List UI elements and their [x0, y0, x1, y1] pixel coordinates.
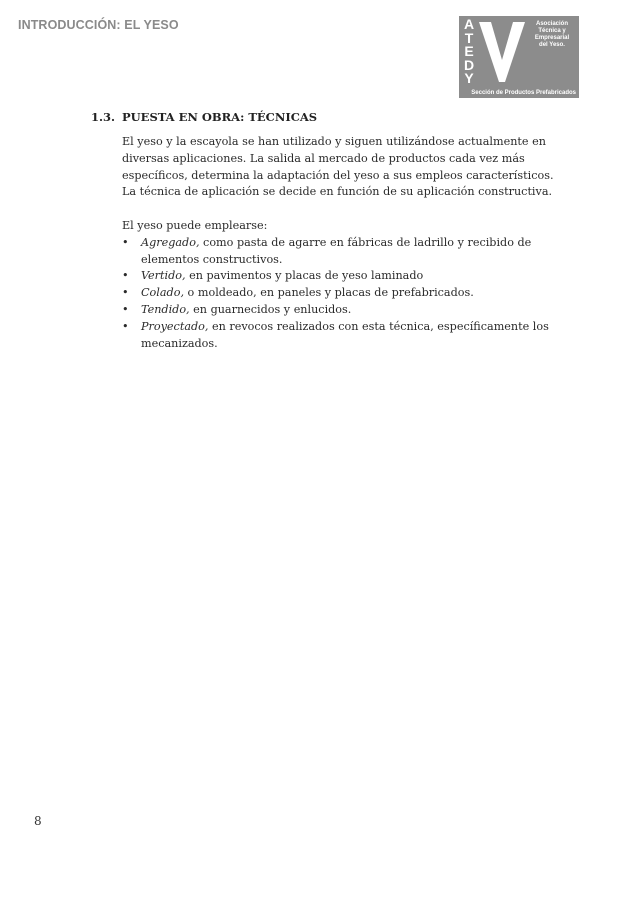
list-item-term: Agregado, [141, 235, 200, 249]
list-item-text: o moldeado, en paneles y placas de prefabricados. [184, 286, 474, 300]
list-item [122, 319, 592, 353]
list-item-text: como pasta de agarre en fábricas de ladrillo y recibido de elementos constructivos. [141, 235, 532, 266]
spacer [122, 201, 592, 218]
logo-letters [461, 18, 477, 86]
running-head: INTRODUCCIÓN: EL YESO [18, 18, 179, 32]
bullet: • [122, 235, 129, 249]
bullet: • [122, 319, 129, 333]
list-item [122, 302, 592, 319]
list-item [122, 235, 592, 269]
list-item-term: Colado, [141, 286, 184, 300]
section-title: PUESTA EN OBRA: TÉCNICAS [122, 110, 318, 124]
logo-org-line: del Yeso. [539, 42, 565, 48]
logo-letter: E [464, 43, 474, 59]
uses-list [122, 235, 592, 353]
bullet: • [122, 286, 129, 300]
intro-paragraph: El yeso y la escayola se han utilizado y siguen utilizándose actualmente en diversas aplicaciones. La salida al mercado de productos cada vez más específicos, determina la adaptación del yeso a sus empleos característicos. [122, 135, 554, 182]
logo-org-name [529, 21, 575, 49]
logo-org-line: Técnica y [538, 28, 566, 34]
list-item [122, 268, 592, 285]
list-item [122, 285, 592, 302]
logo-subtitle: Sección de Productos Prefabricados [471, 90, 576, 96]
list-item-text: en pavimentos y placas de yeso laminado [185, 269, 424, 283]
logo-v-mark-icon [479, 22, 525, 82]
logo-letter: T [464, 29, 474, 46]
list-item-term: Vertido, [141, 269, 186, 283]
section-body [122, 134, 592, 352]
list-item-text: en guarnecidos y enlucidos. [189, 302, 352, 316]
logo-org-line: Empresarial [534, 35, 570, 41]
section-heading [91, 110, 317, 124]
logo-org-line: Asociación [535, 21, 568, 27]
list-item-text: en revocos realizados con esta técnica, específicamente los mecanizados. [141, 319, 549, 350]
page-number: 8 [34, 814, 42, 828]
atedy-logo [459, 16, 579, 98]
list-intro: El yeso puede emplearse: [122, 218, 268, 232]
bullet: • [122, 302, 129, 316]
logo-letter: D [463, 56, 475, 73]
bullet: • [122, 269, 129, 283]
section-number: 1.3. [91, 110, 116, 124]
list-item-term: Tendido, [141, 302, 190, 316]
logo-letter: A [463, 16, 475, 32]
logo-letter: Y [464, 70, 474, 86]
technique-paragraph: La técnica de aplicación se decide en función de su aplicación constructiva. [122, 185, 553, 199]
list-item-term: Proyectado, [141, 319, 209, 333]
